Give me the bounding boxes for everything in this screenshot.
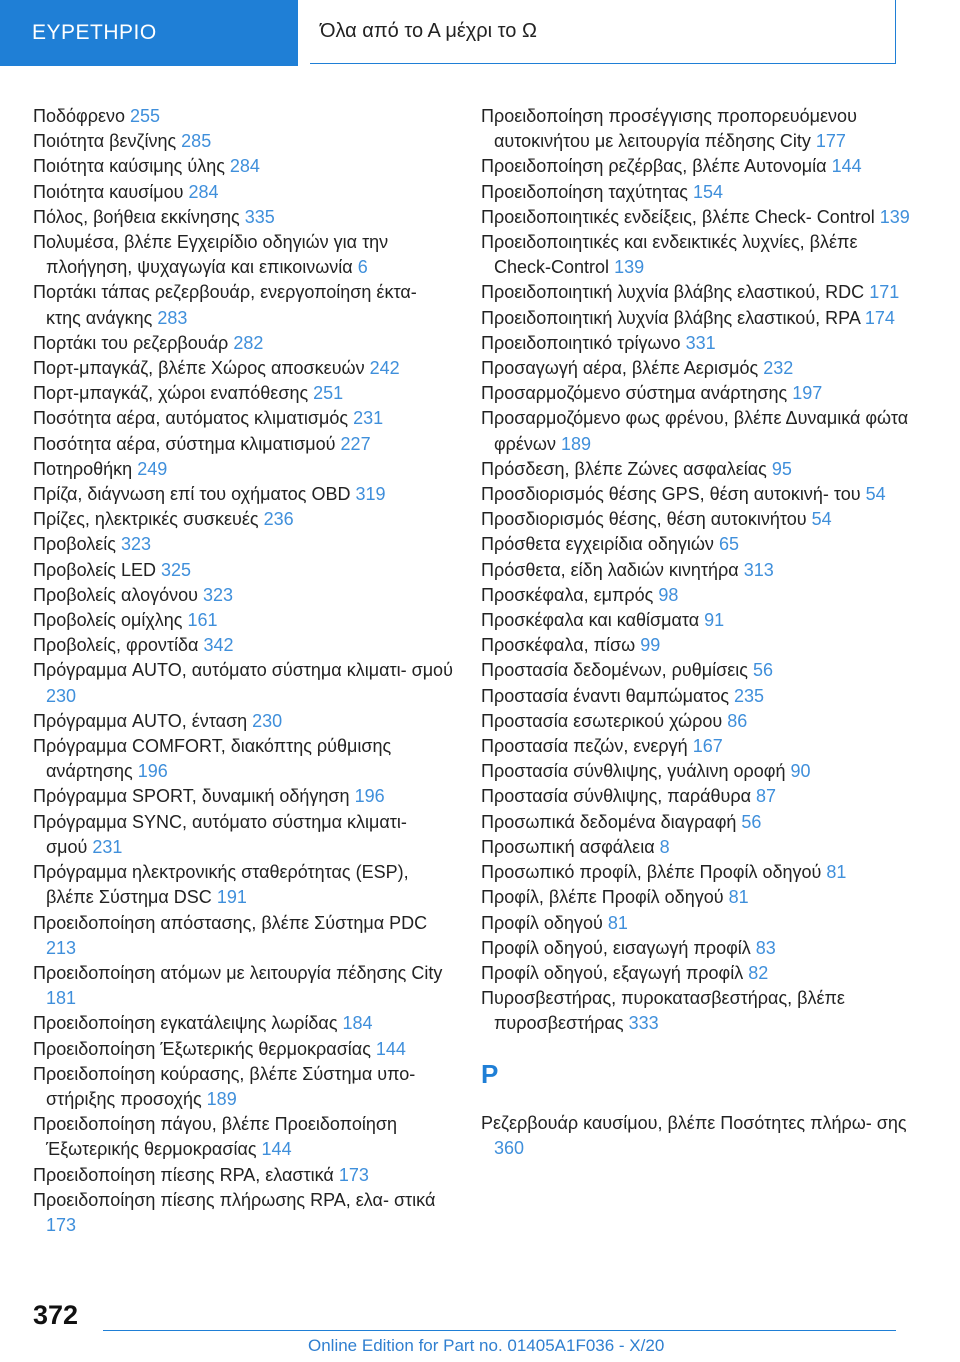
entry-page-link[interactable]: 81 [607,912,628,933]
index-entry [481,784,911,809]
entry-page-link[interactable]: 139 [614,257,645,278]
section-letter: Ρ [481,1058,499,1089]
index-entry [481,532,911,557]
index-entry [481,356,911,381]
index-entry [33,1188,453,1238]
entry-page-link[interactable]: 98 [658,584,679,605]
entry-text: Πρόγραμμα AUTO, ένταση [33,710,248,731]
index-entry [33,180,453,205]
page-header [0,0,960,66]
entry-text: Προειδοποίηση ταχύτητας [481,181,688,202]
entry-text: Προειδοποιητική λυχνία βλάβης ελαστικού, RPA [481,307,860,328]
entry-text: Προσκέφαλα και καθίσματα [481,610,700,631]
index-entry [481,658,911,683]
index-entry [481,810,911,835]
entry-text: Προειδοποιητική λυχνία βλάβης ελαστικού, RDC [481,282,865,303]
entry-text: Προειδοποίηση πίεσης πλήρωσης RPA, ελα- στικά [33,1189,436,1210]
entry-text: Προσαρμοζόμενο σύστημα ανάρτησης [481,383,788,404]
entry-page-link[interactable]: 54 [811,509,832,530]
entry-page-link[interactable]: 95 [771,458,792,479]
entry-text: Ρεζερβουάρ καυσίμου, βλέπε Ποσότητες πλήρω- σης [481,1112,907,1133]
entry-page-link[interactable]: 323 [120,534,152,555]
entry-page-link[interactable]: 154 [692,181,724,202]
index-entry [33,558,453,583]
entry-text: Πρίζες, ηλεκτρικές συσκευές [33,509,259,530]
entry-text: Προστασία εσωτερικού χώρου [481,710,723,731]
entry-text: Ποιότητα καύσιμης ύλης [33,156,225,177]
index-entry [481,961,911,986]
entry-page-link[interactable]: 196 [137,761,168,782]
index-entry [33,356,453,381]
index-entry [481,507,911,532]
entry-page-link[interactable]: 213 [46,937,77,958]
entry-text: Προβολείς ομίχλης [33,610,183,631]
index-entry [481,734,911,759]
entry-text: Πρόγραμμα SPORT, δυναμική οδήγηση [33,786,350,807]
index-entry [33,1037,453,1062]
entry-text: Προειδοποίηση εγκατάλειψης λωρίδας [33,1013,338,1034]
index-entry [33,633,453,658]
entry-text: Προσαγωγή αέρα, βλέπε Αερισμός [481,358,759,379]
entry-text: Πρόγραμμα ηλεκτρονικής σταθερότητας (ESP), βλέπε Σύστημα DSC [33,862,409,908]
index-entry [481,331,911,356]
entry-text: Πρόγραμμα SYNC, αυτόματο σύστημα κλιματι- σμού [33,811,407,857]
entry-text: Προστασία έναντι θαμπώματος [481,685,730,706]
entry-text: Πορτ-μπαγκάζ, χώροι εναπόθεσης [33,383,309,404]
index-entry [33,709,453,734]
entry-text: Προειδοποίηση ατόμων με λειτουργία πέδησης City [33,962,443,983]
index-list-section-r [481,1111,911,1161]
index-entry [481,104,911,154]
index-entry [33,230,453,280]
entry-text: Προειδοποίηση πάγου, βλέπε Προειδοποίηση Έξωτερικής θερμοκρασίας [33,1114,397,1160]
index-entry [33,104,453,129]
entry-text: Προφίλ, βλέπε Προφίλ οδηγού [481,887,724,908]
index-entry [481,230,911,280]
index-column-left [33,104,453,1238]
entry-page-link[interactable]: 65 [718,534,739,555]
entry-text: Ποσότητα αέρα, αυτόματος κλιματισμός [33,408,349,429]
index-entry [481,709,911,734]
entry-text: Ποσότητα αέρα, σύστημα κλιματισμού [33,433,336,454]
entry-text: Προειδοποίηση κούρασης, βλέπε Σύστημα υπο- στήριξης προσοχής [33,1063,416,1109]
entry-text: Προειδοποίηση ρεζέρβας, βλέπε Αυτονομία [481,156,827,177]
index-entry [33,810,453,860]
entry-page-link[interactable]: 139 [879,206,910,227]
entry-text: Προειδοποίηση πίεσης RPA, ελαστικά [33,1164,334,1185]
index-entry [481,205,911,230]
entry-text: Πορτάκι του ρεζερβουάρ [33,332,229,353]
index-entry [33,154,453,179]
entry-page-link[interactable]: 333 [628,1013,659,1034]
index-entry [481,482,911,507]
entry-page-link[interactable]: 285 [181,131,212,152]
entry-page-link[interactable]: 251 [313,383,344,404]
entry-text: Προσκέφαλα, εμπρός [481,584,654,605]
entry-text: Προσωπική ασφάλεια [481,836,655,857]
index-entry [33,961,453,1011]
entry-page-link[interactable]: 319 [355,484,386,505]
entry-page-link[interactable]: 144 [831,156,862,177]
entry-text: Προβολείς αλογόνου [33,584,198,605]
index-entry [33,457,453,482]
entry-page-link[interactable]: 56 [752,660,773,681]
index-entry [481,280,911,305]
entry-text: Προστασία σύνθλιψης, γυάλινη οροφή [481,761,786,782]
entry-page-link[interactable]: 189 [561,433,592,454]
footer-divider [103,1330,896,1331]
index-entry [33,280,453,330]
index-entry [481,911,911,936]
entry-page-link[interactable]: 230 [46,685,77,706]
entry-page-link[interactable]: 242 [369,358,400,379]
entry-page-link[interactable]: 249 [137,458,168,479]
index-entry [33,205,453,230]
index-entry [481,457,911,482]
entry-page-link[interactable]: 87 [756,786,777,807]
entry-page-link[interactable]: 331 [685,332,716,353]
entry-page-link[interactable]: 82 [748,962,769,983]
entry-text: Προειδοποίηση απόστασης, βλέπε Σύστημα PDC [33,912,428,933]
index-entry [33,381,453,406]
entry-page-link[interactable]: 144 [261,1139,292,1160]
index-column-right [481,104,911,1161]
entry-page-link[interactable]: 227 [340,433,371,454]
section-tab[interactable]: ΕΥΡΕΤΗΡΙΟ [0,0,298,66]
entry-page-link[interactable]: 230 [252,710,283,731]
page-number: 372 [33,1300,79,1330]
entry-text: Πορτ-μπαγκάζ, βλέπε Χώρος αποσκευών [33,358,365,379]
entry-page-link[interactable]: 196 [354,786,385,807]
index-entry [481,406,911,456]
entry-text: Πυροσβεστήρας, πυροκατασβεστήρας, βλέπε πυροσβεστήρας [481,988,845,1034]
entry-text: Προβολείς LED [33,559,156,580]
entry-text: Προστασία πεζών, ενεργή [481,736,688,757]
entry-text: Προειδοποιητικές και ενδεικτικές λυχνίες, βλέπε Check-Control [481,232,858,278]
index-entry [33,911,453,961]
entry-page-link[interactable]: 189 [206,1088,237,1109]
entry-text: Προστασία σύνθλιψης, παράθυρα [481,786,751,807]
entry-text: Προειδοποιητικό τρίγωνο [481,332,681,353]
index-entry [33,1112,453,1162]
entry-text: Προφίλ οδηγού, εξαγωγή προφίλ [481,962,744,983]
index-entry [481,936,911,961]
index-entry [481,684,911,709]
entry-page-link[interactable]: 323 [203,584,234,605]
entry-text: Ποιότητα βενζίνης [33,131,177,152]
entry-page-link[interactable]: 255 [130,106,161,126]
entry-text: Προφίλ οδηγού [481,912,603,933]
index-entry [33,507,453,532]
entry-text: Πρόσθετα, είδη λαδιών κινητήρα [481,559,739,580]
entry-page-link[interactable]: 231 [92,836,123,857]
entry-text: Προσαρμοζόμενο φως φρένου, βλέπε Δυναμικά φώτα φρένων [481,408,909,454]
index-entry [33,1011,453,1036]
entry-page-link[interactable]: 54 [865,484,886,505]
index-entry [33,860,453,910]
entry-page-link[interactable]: 173 [46,1214,77,1235]
entry-page-link[interactable]: 231 [353,408,384,429]
index-entry [481,1111,911,1161]
entry-page-link[interactable]: 144 [375,1038,406,1059]
footer-edition: Online Edition for Part no. 01405A1F036 - X/20 [308,1336,665,1355]
entry-page-link[interactable]: 236 [263,509,294,530]
entry-page-link[interactable]: 91 [704,610,725,631]
entry-page-link[interactable]: 56 [741,811,762,832]
index-entry [33,482,453,507]
entry-text: Πρόσθετα εγχειρίδια οδηγιών [481,534,714,555]
entry-page-link[interactable]: 342 [203,635,234,656]
entry-text: Ποτηροθήκη [33,458,133,479]
index-entry [33,331,453,356]
entry-text: Προσδιορισμός θέσης, θέση αυτοκινήτου [481,509,807,530]
entry-text: Πολυμέσα, βλέπε Εγχειρίδιο οδηγιών για την πλοήγηση, ψυχαγωγία και επικοινωνία [33,232,389,278]
entry-text: Πρίζα, διάγνωση επί του οχήματος OBD [33,484,351,505]
entry-page-link[interactable]: 313 [743,559,774,580]
index-entry [33,532,453,557]
index-entry [481,583,911,608]
index-entry [481,986,911,1036]
entry-page-link[interactable]: 83 [755,937,776,958]
entry-text: Προφίλ οδηγού, εισαγωγή προφίλ [481,937,751,958]
entry-text: Προειδοποιητικές ενδείξεις, βλέπε Check- Control [481,206,875,227]
entry-page-link[interactable]: 235 [734,685,765,706]
index-entry [33,406,453,431]
entry-text: Προσδιορισμός θέσης GPS, θέση αυτοκινή- του [481,484,861,505]
index-entry [33,608,453,633]
index-entry [33,734,453,784]
entry-text: Ποιότητα καυσίμου [33,181,184,202]
entry-text: Προειδοποίηση προσέγγισης προπορευόμενου αυτοκινήτου με λειτουργία πέδησης City [481,106,857,152]
index-entry [481,860,911,885]
entry-page-link[interactable]: 284 [188,181,219,202]
entry-page-link[interactable]: 197 [792,383,823,404]
entry-text: Πορτάκι τάπας ρεζερβουάρ, ενεργοποίηση έκτα- κτης ανάγκης [33,282,417,328]
entry-page-link[interactable]: 191 [216,887,247,908]
entry-page-link[interactable]: 325 [161,559,192,580]
index-entry [481,180,911,205]
index-entry [33,1163,453,1188]
entry-page-link[interactable]: 184 [342,1013,373,1034]
entry-page-link[interactable]: 86 [727,710,748,731]
entry-page-link[interactable]: 81 [728,887,749,908]
index-list-right [481,104,911,1037]
entry-page-link[interactable]: 167 [692,736,723,757]
entry-page-link[interactable]: 181 [46,988,77,1009]
entry-text: Προσωπικά δεδομένα διαγραφή [481,811,737,832]
index-entry [33,658,453,708]
entry-page-link[interactable]: 161 [187,610,218,631]
entry-page-link[interactable]: 171 [869,282,900,303]
index-entry [33,1062,453,1112]
entry-text: Προσωπικό προφίλ, βλέπε Προφίλ οδηγού [481,862,822,883]
index-entry [481,381,911,406]
entry-page-link[interactable]: 284 [229,156,260,177]
entry-page-link[interactable]: 90 [790,761,811,782]
index-entry [481,154,911,179]
entry-page-link[interactable]: 81 [826,862,847,883]
entry-text: Πρόσδεση, βλέπε Ζώνες ασφαλείας [481,458,767,479]
index-entry [481,306,911,331]
entry-page-link[interactable]: 173 [338,1164,369,1185]
index-entry [33,784,453,809]
entry-page-link[interactable]: 283 [157,307,188,328]
entry-page-link[interactable]: 174 [864,307,895,328]
entry-text: Πρόγραμμα COMFORT, διακόπτης ρύθμισης ανάρτησης [33,736,392,782]
entry-page-link[interactable]: 360 [494,1137,525,1158]
index-entry [481,835,911,860]
entry-page-link[interactable]: 8 [659,836,670,857]
entry-text: Προσκέφαλα, πίσω [481,635,636,656]
entry-page-link[interactable]: 177 [815,131,846,152]
index-entry [481,608,911,633]
entry-text: Προστασία δεδομένων, ρυθμίσεις [481,660,748,681]
entry-text: Ποδόφρενο [33,106,125,126]
entry-text: Πρόγραμμα AUTO, αυτόματο σύστημα κλιματι- σμού [33,660,453,681]
index-entry [33,129,453,154]
entry-page-link[interactable]: 282 [233,332,264,353]
entry-page-link[interactable]: 232 [763,358,794,379]
index-entry [33,432,453,457]
index-entry [481,633,911,658]
entry-page-link[interactable]: 335 [244,206,275,227]
index-entry [481,759,911,784]
index-entry [33,583,453,608]
entry-text: Πόλος, βοήθεια εκκίνησης [33,206,240,227]
index-entry [481,885,911,910]
entry-text: Προβολείς [33,534,116,555]
entry-text: Προβολείς, φροντίδα [33,635,199,656]
entry-text: Προειδοποίηση Έξωτερικής θερμοκρασίας [33,1038,371,1059]
index-entry [481,558,911,583]
header-subtitle: Όλα από το Α μέχρι το Ω [310,0,896,64]
entry-page-link[interactable]: 6 [357,257,368,278]
entry-page-link[interactable]: 99 [640,635,661,656]
